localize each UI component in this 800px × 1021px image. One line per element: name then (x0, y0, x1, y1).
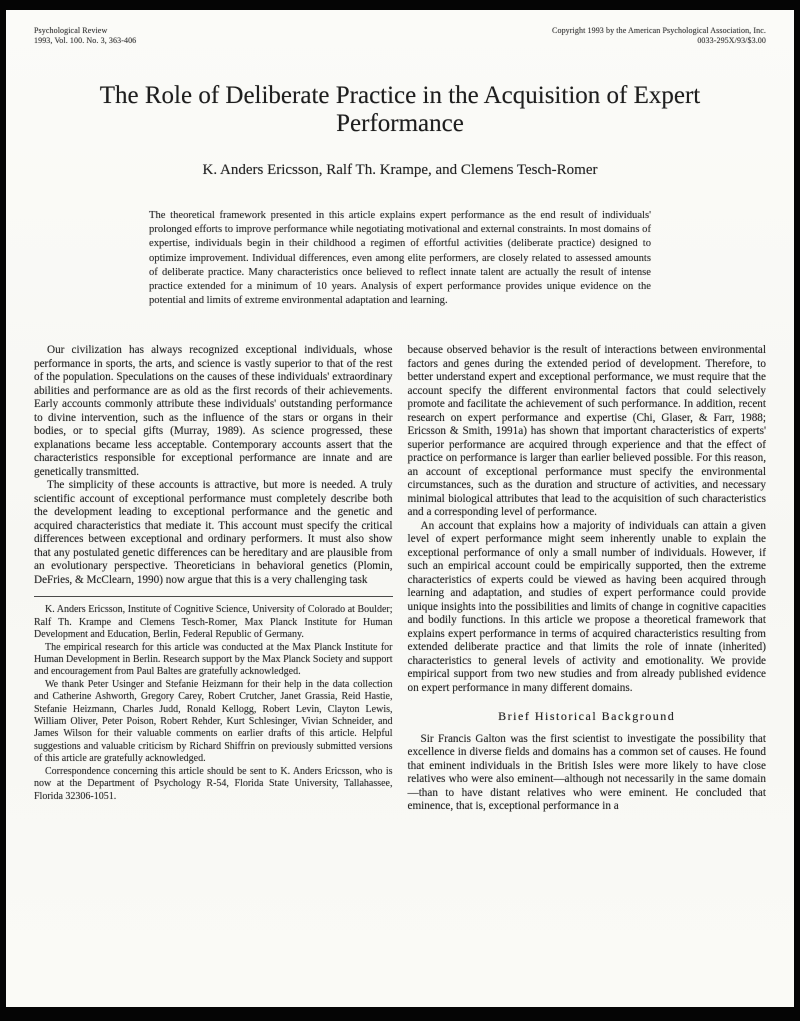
copyright-line: Copyright 1993 by the American Psychological Association, Inc. (552, 26, 766, 35)
body-paragraph: Sir Francis Galton was the first scientist to investigate the possibility that excellence in diverse fields and domains has a common set of causes. He found that eminent individuals in the British Isles were more likely to have close relatives who were also eminent—although not necessarily in the same domain—than to have distant relatives who were eminent. He concluded that eminence, that is, exceptional performance in a (407, 732, 766, 813)
right-column (408, 344, 767, 814)
footnote-divider (34, 596, 393, 597)
body-paragraph: The simplicity of these accounts is attractive, but more is needed. A truly scientific account of exceptional performance must completely describe both the development leading to exceptional performance and the genetic and acquired characteristics that mediate it. This account must specify the critical differences between exceptional and ordinary performers. It must also show that any postulated genetic differences can be hereditary and are plausible from an evolutionary perspective. Theoreticians in behavioral genetics (Plomin, DeFries, & McClearn, 1990) now argue that this is a very challenging task (34, 479, 393, 586)
body-columns (34, 344, 766, 814)
copyright-info (552, 26, 766, 46)
article-title: The Role of Deliberate Practice in the Acquisition of Expert Performance (99, 82, 701, 137)
footnote-paragraph: Correspondence concerning this article should be sent to K. Anders Ericsson, who is now at the Department of Psychology R-54, Florida State University, Tallahassee, Florida 32306-1051. (34, 765, 393, 802)
journal-issue: 1993, Vol. 100. No. 3, 363-406 (34, 36, 137, 45)
body-paragraph: Our civilization has always recognized exceptional individuals, whose performance in sports, the arts, and science is vastly superior to that of the rest of the population. Speculations on the causes of these individuals' extraordinary abilities and performance are as old as the first records of their achievements. Early accounts commonly attribute these individuals' outstanding performance to divine intervention, such as the influence of the stars or organs in their bodies, or to special gifts (Murray, 1989). As science progressed, these explanations became less acceptable. Contemporary accounts assert that the characteristics responsible for exceptional performance are innate and are genetically transmitted. (34, 344, 393, 478)
body-paragraph: because observed behavior is the result of interactions between environmental factors and genes during the extended period of development. Therefore, to better understand expert and exceptional performance, we must require that the account specify the different environmental factors that could selectively promote and facilitate the achievement of such performance. In addition, recent research on expert performance and expertise (Chi, Glaser, & Farr, 1988; Ericsson & Smith, 1991a) has shown that important characteristics of experts' superior performance are acquired through experience and that the effect of practice on performance is larger than earlier believed possible. For this reason, an account of exceptional performance must specify the environmental circumstances, such as the duration and structure of activities, and necessary minimal biological attributes that lead to the acquisition of such characteristics and a corresponding level of performance. (407, 344, 766, 519)
article-authors: K. Anders Ericsson, Ralf Th. Krampe, and Clemens Tesch-Romer (202, 162, 598, 178)
journal-info (34, 26, 136, 46)
paper-page (6, 10, 794, 1007)
footnote-paragraph: We thank Peter Usinger and Stefanie Heizmann for their help in the data collection and Catherine Ashworth, Gregory Carey, Robert Crutcher, Janet Grassia, Reid Hastie, Stefanie Heizmann, Charles Judd, Ronald Kellogg, Robert Levin, Clayton Lewis, William Oliver, Peter Poison, Robert Rehder, Kurt Schlesinger, Vivian Schneider, and James Wilson for their valuable comments on earlier drafts of this article. Helpful suggestions and valuable criticism by Richard Shiffrin on previously submitted versions of this article are gratefully acknowledged. (34, 678, 393, 765)
issn-line: 0033-295X/93/$3.00 (697, 36, 766, 45)
author-note (34, 604, 393, 803)
journal-name: Psychological Review (34, 26, 108, 35)
footnote-paragraph: K. Anders Ericsson, Institute of Cognitive Science, University of Colorado at Boulder; Ralf Th. Krampe and Clemens Tesch-Romer, Max Planck Institute for Human Development and Education, Berlin, Federal Republic of Germany. (34, 604, 393, 641)
footnote-paragraph: The empirical research for this article was conducted at the Max Planck Institute for Human Development in Berlin. Research support by the Max Planck Society and support and encouragement from Paul Baltes are gratefully acknowledged. (34, 641, 393, 678)
left-column (34, 344, 393, 814)
abstract-text: The theoretical framework presented in this article explains expert performance as the end result of individuals' prolonged efforts to improve performance while negotiating motivational and external constraints. In most domains of expertise, individuals begin in their childhood a regimen of effortful activities (deliberate practice) designed to optimize improvement. Individual differences, even among elite performers, are closely related to assessed amounts of deliberate practice. Many characteristics once believed to reflect innate talent are actually the result of intense practice extended for a minimum of 10 years. Analysis of expert performance provides unique evidence on the potential and limits of extreme environmental adaptation and learning. (149, 210, 651, 307)
body-paragraph: An account that explains how a majority of individuals can attain a given level of expert performance might seem inherently unable to explain the exceptional performance of only a small number of individuals. However, if such an empirical account could be empirically supported, then the extreme characteristics of experts could be viewed as having been acquired through learning and adaptation, and studies of expert performance could provide unique insights into the possibilities and limits of change in cognitive capacities and bodily functions. In this article we propose a theoretical framework that explains expert performance in terms of acquired characteristics resulting from extended deliberate practice and that limits the role of innate (inherited) characteristics to general levels of activity and emotionality. We provide empirical support from two new studies and from already published evidence on expert performance in many different domains. (407, 519, 766, 694)
masthead (34, 26, 766, 46)
section-heading: Brief Historical Background (498, 709, 676, 724)
